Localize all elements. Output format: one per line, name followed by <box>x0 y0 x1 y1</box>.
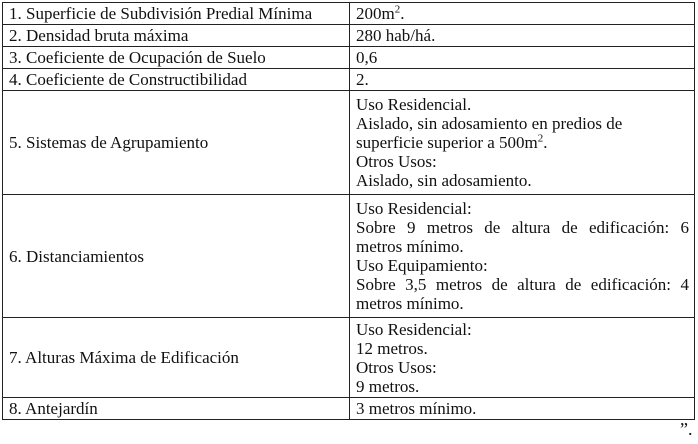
row-label: 7. Alturas Máxima de Edificación <box>3 318 350 398</box>
row-label: 2. Densidad bruta máxima <box>3 25 350 47</box>
row-value: 280 hab/há. <box>350 25 695 47</box>
row-label: 6. Distanciamientos <box>3 195 350 318</box>
value-line: metros mínimo. <box>356 237 464 256</box>
value-line: Aislado, sin adosamiento. <box>356 171 532 190</box>
table-row <box>3 3 695 25</box>
table-row <box>3 47 695 69</box>
row-value <box>350 318 695 398</box>
value-line: 9 metros. <box>356 376 420 396</box>
table-row <box>3 318 695 398</box>
value-line: Uso Residencial: <box>356 319 472 339</box>
row-value: 0,6 <box>350 47 695 69</box>
value-line: 12 metros. <box>356 338 428 358</box>
value-line: Otros Usos: <box>356 357 437 377</box>
row-label: 8. Antejardín <box>3 398 350 420</box>
row-value <box>350 3 695 25</box>
table-row <box>3 25 695 47</box>
table-row <box>3 69 695 91</box>
value-line: Uso Equipamiento: <box>356 256 488 275</box>
row-value: 3 metros mínimo. <box>350 398 695 420</box>
superscript: 2 <box>394 3 401 16</box>
row-label: 3. Coeficiente de Ocupación de Suelo <box>3 47 350 69</box>
urban-norms-table <box>2 2 695 420</box>
value-line: Aislado, sin adosamiento en predios de <box>356 114 623 133</box>
value-suffix: . <box>543 133 548 152</box>
value-line: metros mínimo. <box>356 294 464 313</box>
value-line: Otros Usos: <box>356 152 437 171</box>
value-line: Uso Residencial: <box>356 199 472 218</box>
row-value: 2. <box>350 69 695 91</box>
value-suffix: . <box>400 4 405 23</box>
superscript: 2 <box>537 132 544 145</box>
table-row <box>3 398 695 420</box>
value-line-text: superficie superior a 500m <box>356 133 538 152</box>
row-label: 4. Coeficiente de Constructibilidad <box>3 69 350 91</box>
value-line: Sobre 9 metros de altura de edificación: 6 <box>356 218 689 237</box>
value-text: 200m <box>356 4 395 23</box>
row-label: 5. Sistemas de Agrupamiento <box>3 91 350 195</box>
table-row <box>3 195 695 318</box>
table-row <box>3 91 695 195</box>
value-line: Uso Residencial. <box>356 95 472 114</box>
row-value <box>350 195 695 318</box>
closing-quote: ”. <box>680 419 693 439</box>
value-line <box>356 133 689 152</box>
value-line: Sobre 3,5 metros de altura de edificación: 4 <box>356 275 689 294</box>
row-label: 1. Superficie de Subdivisión Predial Mínima <box>3 3 350 25</box>
row-value <box>350 91 695 195</box>
